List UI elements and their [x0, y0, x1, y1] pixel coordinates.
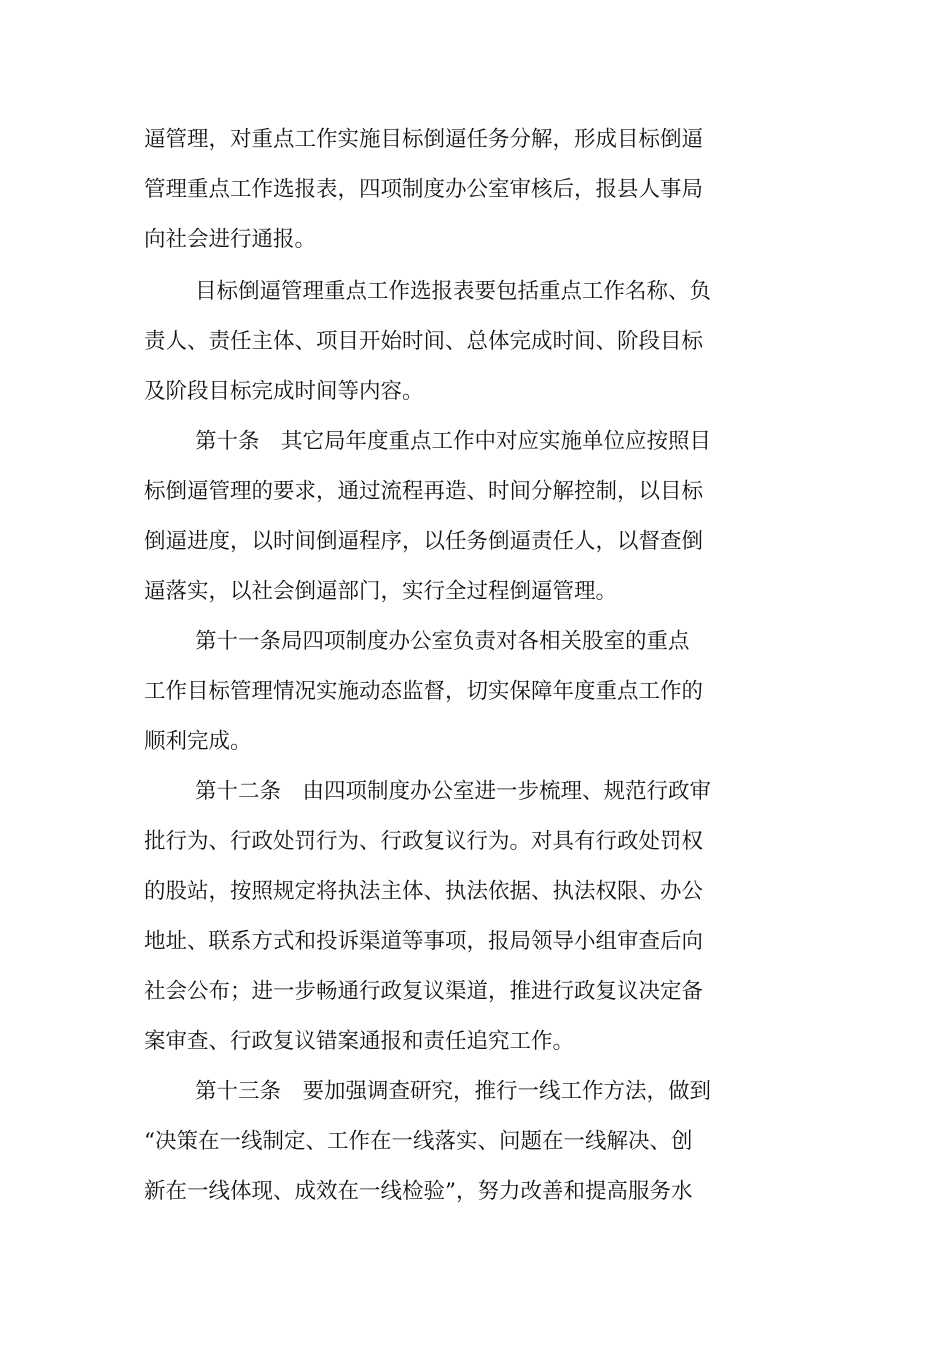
text-line-22: 新在一线体现、成效在一线检验”，努力改善和提高服务水	[144, 1179, 693, 1204]
text-line-20: 第十三条 要加强调查研究，推行一线工作方法，做到	[195, 1079, 712, 1104]
text-line-17: 地址、联系方式和投诉渠道等事项，报局领导小组审查后向	[144, 929, 704, 954]
text-line-3: 向社会进行通报。	[144, 227, 317, 252]
text-line-18: 社会公布；进一步畅通行政复议渠道，推进行政复议决定备	[144, 979, 704, 1004]
text-line-6: 及阶段目标完成时间等内容。	[144, 379, 424, 404]
text-line-15: 批行为、行政处罚行为、行政复议行为。对具有行政处罚权	[144, 829, 704, 854]
text-line-13: 顺利完成。	[144, 729, 252, 754]
text-line-21: “决策在一线制定、工作在一线落实、问题在一线解决、创	[144, 1129, 693, 1154]
text-line-2: 管理重点工作选报表，四项制度办公室审核后，报县人事局	[144, 177, 704, 202]
text-line-1: 逼管理，对重点工作实施目标倒逼任务分解，形成目标倒逼	[144, 127, 704, 152]
text-line-14: 第十二条 由四项制度办公室进一步梳理、规范行政审	[195, 779, 712, 804]
text-line-19: 案审查、行政复议错案通报和责任追究工作。	[144, 1029, 575, 1054]
text-line-16: 的股站，按照规定将执法主体、执法依据、执法权限、办公	[144, 879, 704, 904]
text-line-5: 责人、责任主体、项目开始时间、总体完成时间、阶段目标	[144, 329, 704, 354]
text-line-12: 工作目标管理情况实施动态监督，切实保障年度重点工作的	[144, 679, 704, 704]
text-line-10: 逼落实，以社会倒逼部门，实行全过程倒逼管理。	[144, 579, 618, 604]
text-line-9: 倒逼进度，以时间倒逼程序，以任务倒逼责任人，以督查倒	[144, 529, 704, 554]
text-line-11: 第十一条局四项制度办公室负责对各相关股室的重点	[195, 629, 690, 654]
text-line-4: 目标倒逼管理重点工作选报表要包括重点工作名称、负	[195, 279, 712, 304]
text-line-7: 第十条 其它局年度重点工作中对应实施单位应按照目	[195, 429, 712, 454]
text-line-8: 标倒逼管理的要求，通过流程再造、时间分解控制，以目标	[144, 479, 704, 504]
